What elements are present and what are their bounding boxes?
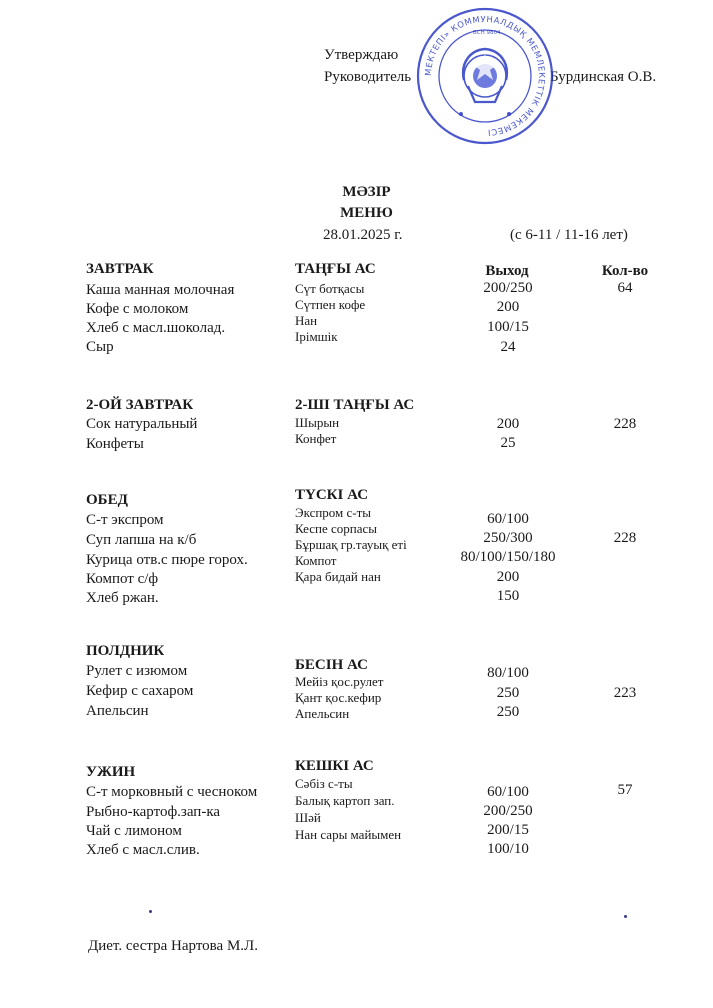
output-value: 100/15 bbox=[487, 319, 529, 335]
age-range: (с 6-11 / 11-16 лет) bbox=[510, 227, 628, 243]
section-title-kz: БЕСІН АС bbox=[295, 657, 368, 673]
output-value: 24 bbox=[500, 339, 516, 355]
dish-kz: Конфет bbox=[295, 431, 337, 446]
output-value: 200 bbox=[496, 569, 520, 585]
output-value: 60/100 bbox=[487, 784, 529, 800]
svg-text:БСН 9804: БСН 9804 bbox=[473, 30, 501, 36]
dish-kz: Балық картоп зап. bbox=[295, 793, 395, 808]
title-kz: МӘЗІР bbox=[342, 184, 391, 200]
stamp-ring-text: МЕКТЕПІ» КОММУНАЛДЫҚ МЕМЛЕКЕТТІК МЕКЕМЕСІ bbox=[422, 13, 548, 138]
dish-kz: Нан bbox=[295, 313, 318, 328]
dish-kz: Шәй bbox=[295, 810, 321, 825]
dish-ru: Каша манная молочная bbox=[86, 282, 235, 298]
dish-ru: Кофе с молоком bbox=[86, 301, 189, 317]
approve-label: Утверждаю bbox=[324, 47, 399, 63]
dish-kz: Нан сары майымен bbox=[295, 827, 402, 842]
section-title-kz: 2-ШІ ТАҢҒЫ АС bbox=[295, 397, 415, 413]
output-value: 80/100 bbox=[487, 665, 529, 681]
section-title-ru: ПОЛДНИК bbox=[86, 643, 165, 659]
section-title-kz: КЕШКІ АС bbox=[295, 758, 374, 774]
role-label: Руководитель bbox=[324, 69, 412, 85]
section-title-ru: ОБЕД bbox=[86, 492, 128, 508]
scan-speck bbox=[149, 910, 152, 913]
column-output-header: Выход bbox=[485, 263, 529, 279]
dish-ru: Сыр bbox=[86, 339, 114, 355]
dish-kz: Сүт ботқасы bbox=[295, 281, 365, 296]
dish-ru: Хлеб ржан. bbox=[86, 590, 159, 606]
output-value: 80/100/150/180 bbox=[460, 549, 556, 565]
dish-kz: Сәбіз с-ты bbox=[295, 776, 353, 791]
qty-value: 64 bbox=[617, 280, 633, 296]
output-value: 250 bbox=[496, 704, 520, 720]
dish-ru: Сок натуральный bbox=[86, 416, 198, 432]
output-value: 100/10 bbox=[487, 841, 529, 857]
qty-value: 57 bbox=[617, 782, 633, 798]
output-value: 150 bbox=[496, 588, 520, 604]
output-value: 250/300 bbox=[483, 530, 533, 546]
menu-date: 28.01.2025 г. bbox=[323, 227, 403, 243]
dietitian-signature-line: Диет. сестра Нартова М.Л. bbox=[88, 938, 258, 954]
output-value: 200/250 bbox=[483, 280, 533, 296]
qty-value: 228 bbox=[613, 530, 637, 546]
dish-ru: Хлеб с масл.шоколад. bbox=[86, 320, 226, 336]
dish-ru: С-т экспром bbox=[86, 512, 164, 528]
dish-kz: Апельсин bbox=[295, 706, 350, 721]
section-title-kz: ТҮСКІ АС bbox=[295, 487, 369, 503]
dish-ru: Рыбно-картоф.зап-ка bbox=[86, 804, 221, 820]
dish-kz: Бұршақ гр.тауық еті bbox=[295, 537, 407, 552]
dish-ru: Конфеты bbox=[86, 436, 144, 452]
dish-kz: Экспром с-ты bbox=[295, 505, 372, 520]
dish-ru: Апельсин bbox=[86, 703, 149, 719]
section-title-kz: ТАҢҒЫ АС bbox=[295, 261, 376, 277]
dish-ru: Курица отв.с пюре горох. bbox=[86, 552, 248, 568]
dish-kz: Кеспе сорпасы bbox=[295, 521, 378, 536]
dish-kz: Компот bbox=[295, 553, 337, 568]
dish-kz: Ірімшік bbox=[295, 329, 338, 344]
output-value: 200/250 bbox=[483, 803, 533, 819]
title-ru: МЕНЮ bbox=[340, 205, 393, 221]
output-value: 200/15 bbox=[487, 822, 529, 838]
section-title-ru: 2-ОЙ ЗАВТРАК bbox=[86, 397, 194, 413]
output-value: 200 bbox=[496, 416, 520, 432]
dish-kz: Шырын bbox=[295, 415, 340, 430]
scan-speck bbox=[624, 915, 627, 918]
section-title-ru: ЗАВТРАК bbox=[86, 261, 154, 277]
dish-kz: Мейіз қос.рулет bbox=[295, 674, 384, 689]
output-value: 200 bbox=[496, 299, 520, 315]
output-value: 25 bbox=[500, 435, 516, 451]
emblem-icon bbox=[463, 49, 507, 102]
section-title-ru: УЖИН bbox=[86, 764, 136, 780]
official-stamp bbox=[415, 6, 555, 146]
dish-kz: Қант қос.кефир bbox=[295, 690, 382, 705]
column-qty-header: Кол-во bbox=[601, 263, 649, 279]
dish-ru: Рулет с изюмом bbox=[86, 663, 188, 679]
output-value: 60/100 bbox=[487, 511, 529, 527]
qty-value: 223 bbox=[613, 685, 637, 701]
dish-ru: С-т морковный с чесноком bbox=[86, 784, 258, 800]
qty-value: 228 bbox=[613, 416, 637, 432]
dish-ru: Компот с/ф bbox=[86, 571, 159, 587]
director-name: Бурдинская О.В. bbox=[550, 69, 657, 85]
dish-ru: Хлеб с масл.слив. bbox=[86, 842, 200, 858]
dish-ru: Чай с лимоном bbox=[86, 823, 182, 839]
dish-ru: Кефир с сахаром bbox=[86, 683, 194, 699]
output-value: 250 bbox=[496, 685, 520, 701]
dish-kz: Сүтпен кофе bbox=[295, 297, 366, 312]
dish-ru: Суп лапша на к/б bbox=[86, 532, 197, 548]
dish-kz: Қара бидай нан bbox=[295, 569, 381, 584]
